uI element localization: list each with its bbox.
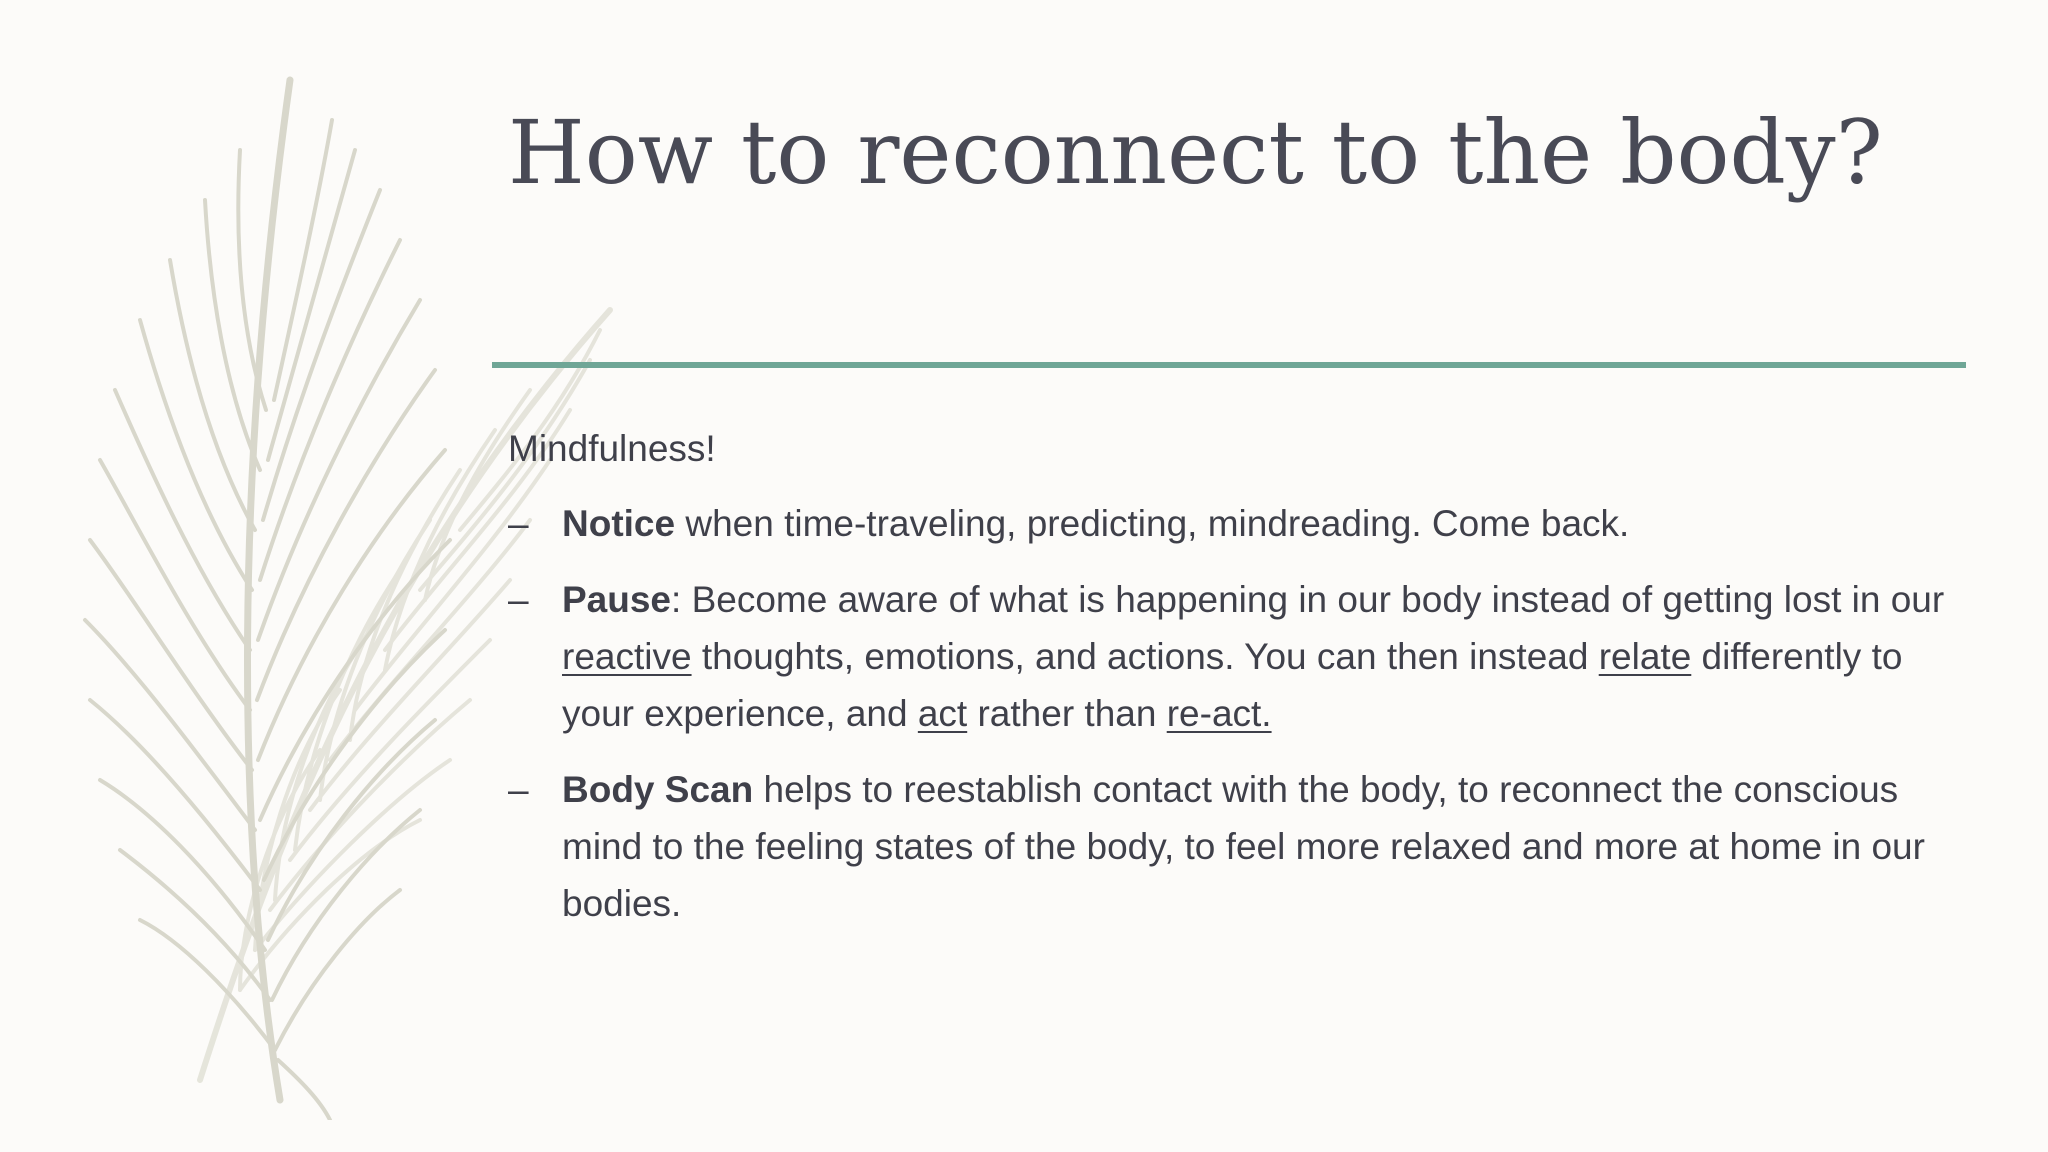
dash-bullet-marker: – (508, 769, 529, 810)
bullet-keyword-body-scan: Body Scan (562, 769, 754, 810)
bullet-keyword-notice: Notice (562, 503, 676, 544)
bullet-text-pause-part-3: differently to your experience, and (562, 636, 1903, 734)
dash-bullet-marker: – (508, 579, 529, 620)
underlined-word-reactive: reactive (562, 636, 692, 677)
front-feather (85, 80, 450, 1120)
bullet-text-pause-part-2: thoughts, emotions, and actions. You can then instead (691, 636, 1599, 677)
bullet-item-pause (508, 571, 1968, 742)
bullet-text-notice: when time-traveling, predicting, mindreading. Come back. (675, 503, 1630, 544)
slide-title: How to reconnect to the body? (508, 101, 1883, 204)
bullet-item-body-scan (508, 761, 1968, 932)
slide-body (508, 420, 1968, 951)
underlined-word-act: act (917, 693, 968, 734)
dash-bullet-marker: – (508, 503, 529, 544)
underlined-word-re-act: re-act. (1166, 693, 1272, 734)
intro-text: Mindfulness! (508, 428, 716, 469)
bullet-item-notice (508, 495, 1968, 552)
bullet-text-pause-part-1: : Become aware of what is happening in our body instead of getting lost in our (671, 579, 1945, 620)
bullet-keyword-pause: Pause (562, 579, 672, 620)
title-divider (492, 362, 1966, 368)
bullet-list (508, 495, 1968, 932)
bullet-text-body-scan: helps to reestablish contact with the body, to reconnect the conscious mind to the feeling states of the body, to feel more relaxed and more at home in our bodies. (562, 769, 1925, 924)
underlined-word-relate: relate (1598, 636, 1692, 677)
bullet-text-pause-part-4: rather than (967, 693, 1167, 734)
